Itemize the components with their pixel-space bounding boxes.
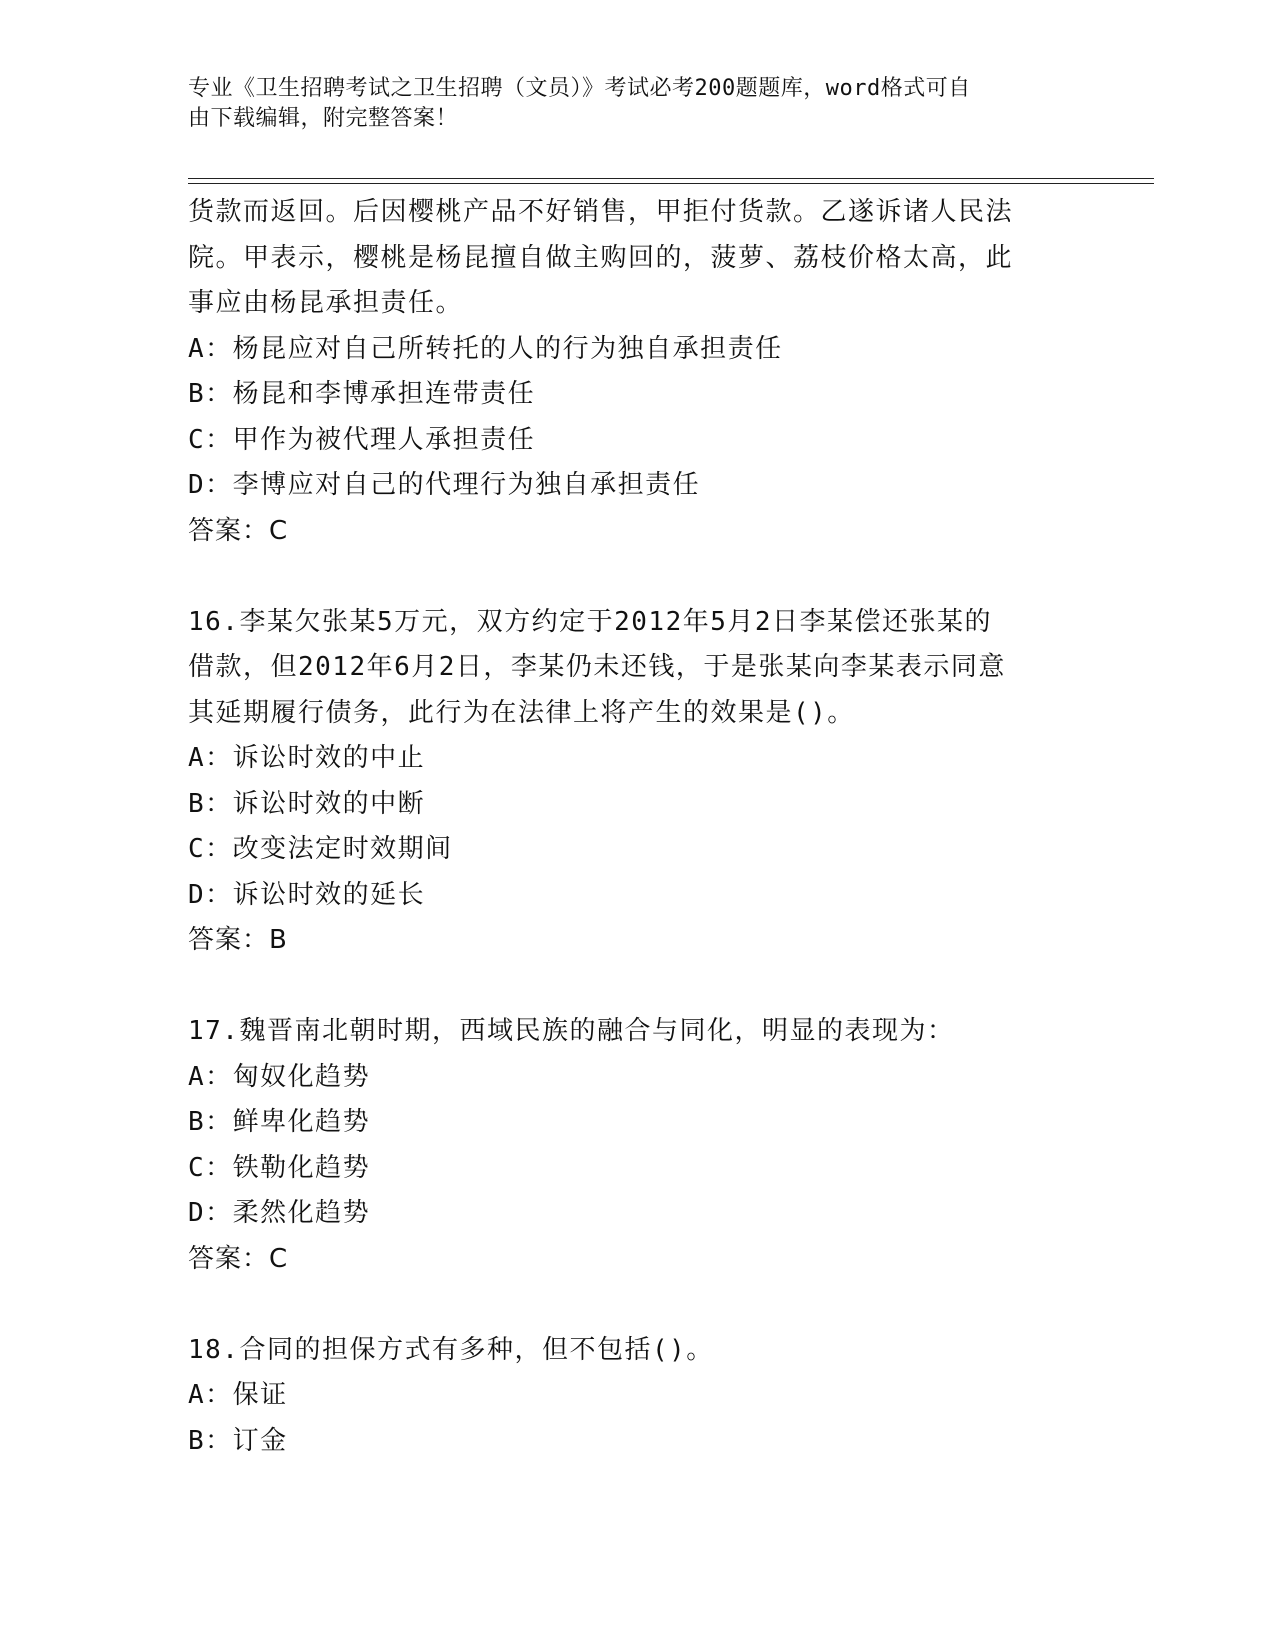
question-text-line: 16.李某欠张某5万元，双方约定于2012年5月2日李某偿还张某的 [188, 606, 993, 637]
option-c: C：改变法定时效期间 [188, 834, 453, 864]
option-c: C：铁勒化趋势 [188, 1152, 371, 1183]
option-b: B：订金 [188, 1425, 288, 1456]
option-a: A：匈奴化趋势 [188, 1061, 371, 1092]
spacer [188, 964, 1088, 1010]
question-18-block [188, 1328, 1088, 1465]
option-a: A：保证 [188, 1380, 288, 1410]
question-text-line: 事应由杨昆承担责任。 [188, 288, 464, 318]
question-text-line: 借款，但2012年6月2日，李某仍未还钱，于是张某向李某表示同意 [188, 652, 1006, 682]
header-line-2: 由下载编辑，附完整答案！ [188, 106, 459, 131]
question-content [188, 190, 1088, 1464]
header-divider-bottom [188, 183, 1154, 184]
answer-label: 答案：C [188, 515, 289, 546]
spacer [188, 1282, 1088, 1328]
option-b: B：诉讼时效的中断 [188, 788, 426, 819]
question-text-line: 18.合同的担保方式有多种，但不包括()。 [188, 1334, 714, 1365]
option-d: D：柔然化趋势 [188, 1198, 371, 1228]
spacer [188, 554, 1088, 600]
option-b: B：杨昆和李博承担连带责任 [188, 379, 536, 409]
question-text-line: 院。甲表示，樱桃是杨昆擅自做主购回的，菠萝、荔枝价格太高，此 [188, 242, 1014, 273]
option-d: D：李博应对自己的代理行为独自承担责任 [188, 470, 701, 500]
option-a: A：杨昆应对自己所转托的人的行为独自承担责任 [188, 333, 783, 364]
question-text-line: 17.魏晋南北朝时期，西域民族的融合与同化，明显的表现为： [188, 1016, 955, 1046]
header-line-1: 专业《卫生招聘考试之卫生招聘（文员）》考试必考200题题库，word格式可自 [188, 76, 971, 101]
question-16-block [188, 600, 1088, 964]
option-c: C：甲作为被代理人承担责任 [188, 424, 536, 455]
header-divider-top [188, 178, 1154, 179]
answer-label: 答案：B [188, 925, 288, 955]
question-15-block [188, 190, 1088, 554]
option-b: B：鲜卑化趋势 [188, 1107, 371, 1137]
question-text-line: 其延期履行债务，此行为在法律上将产生的效果是()。 [188, 697, 855, 728]
question-text-line: 货款而返回。后因樱桃产品不好销售，甲拒付货款。乙遂诉诸人民法 [188, 197, 1014, 227]
option-a: A：诉讼时效的中止 [188, 743, 426, 773]
question-17-block [188, 1009, 1088, 1282]
option-d: D：诉讼时效的延长 [188, 879, 426, 910]
answer-label: 答案：C [188, 1243, 289, 1274]
document-header [188, 74, 1068, 134]
